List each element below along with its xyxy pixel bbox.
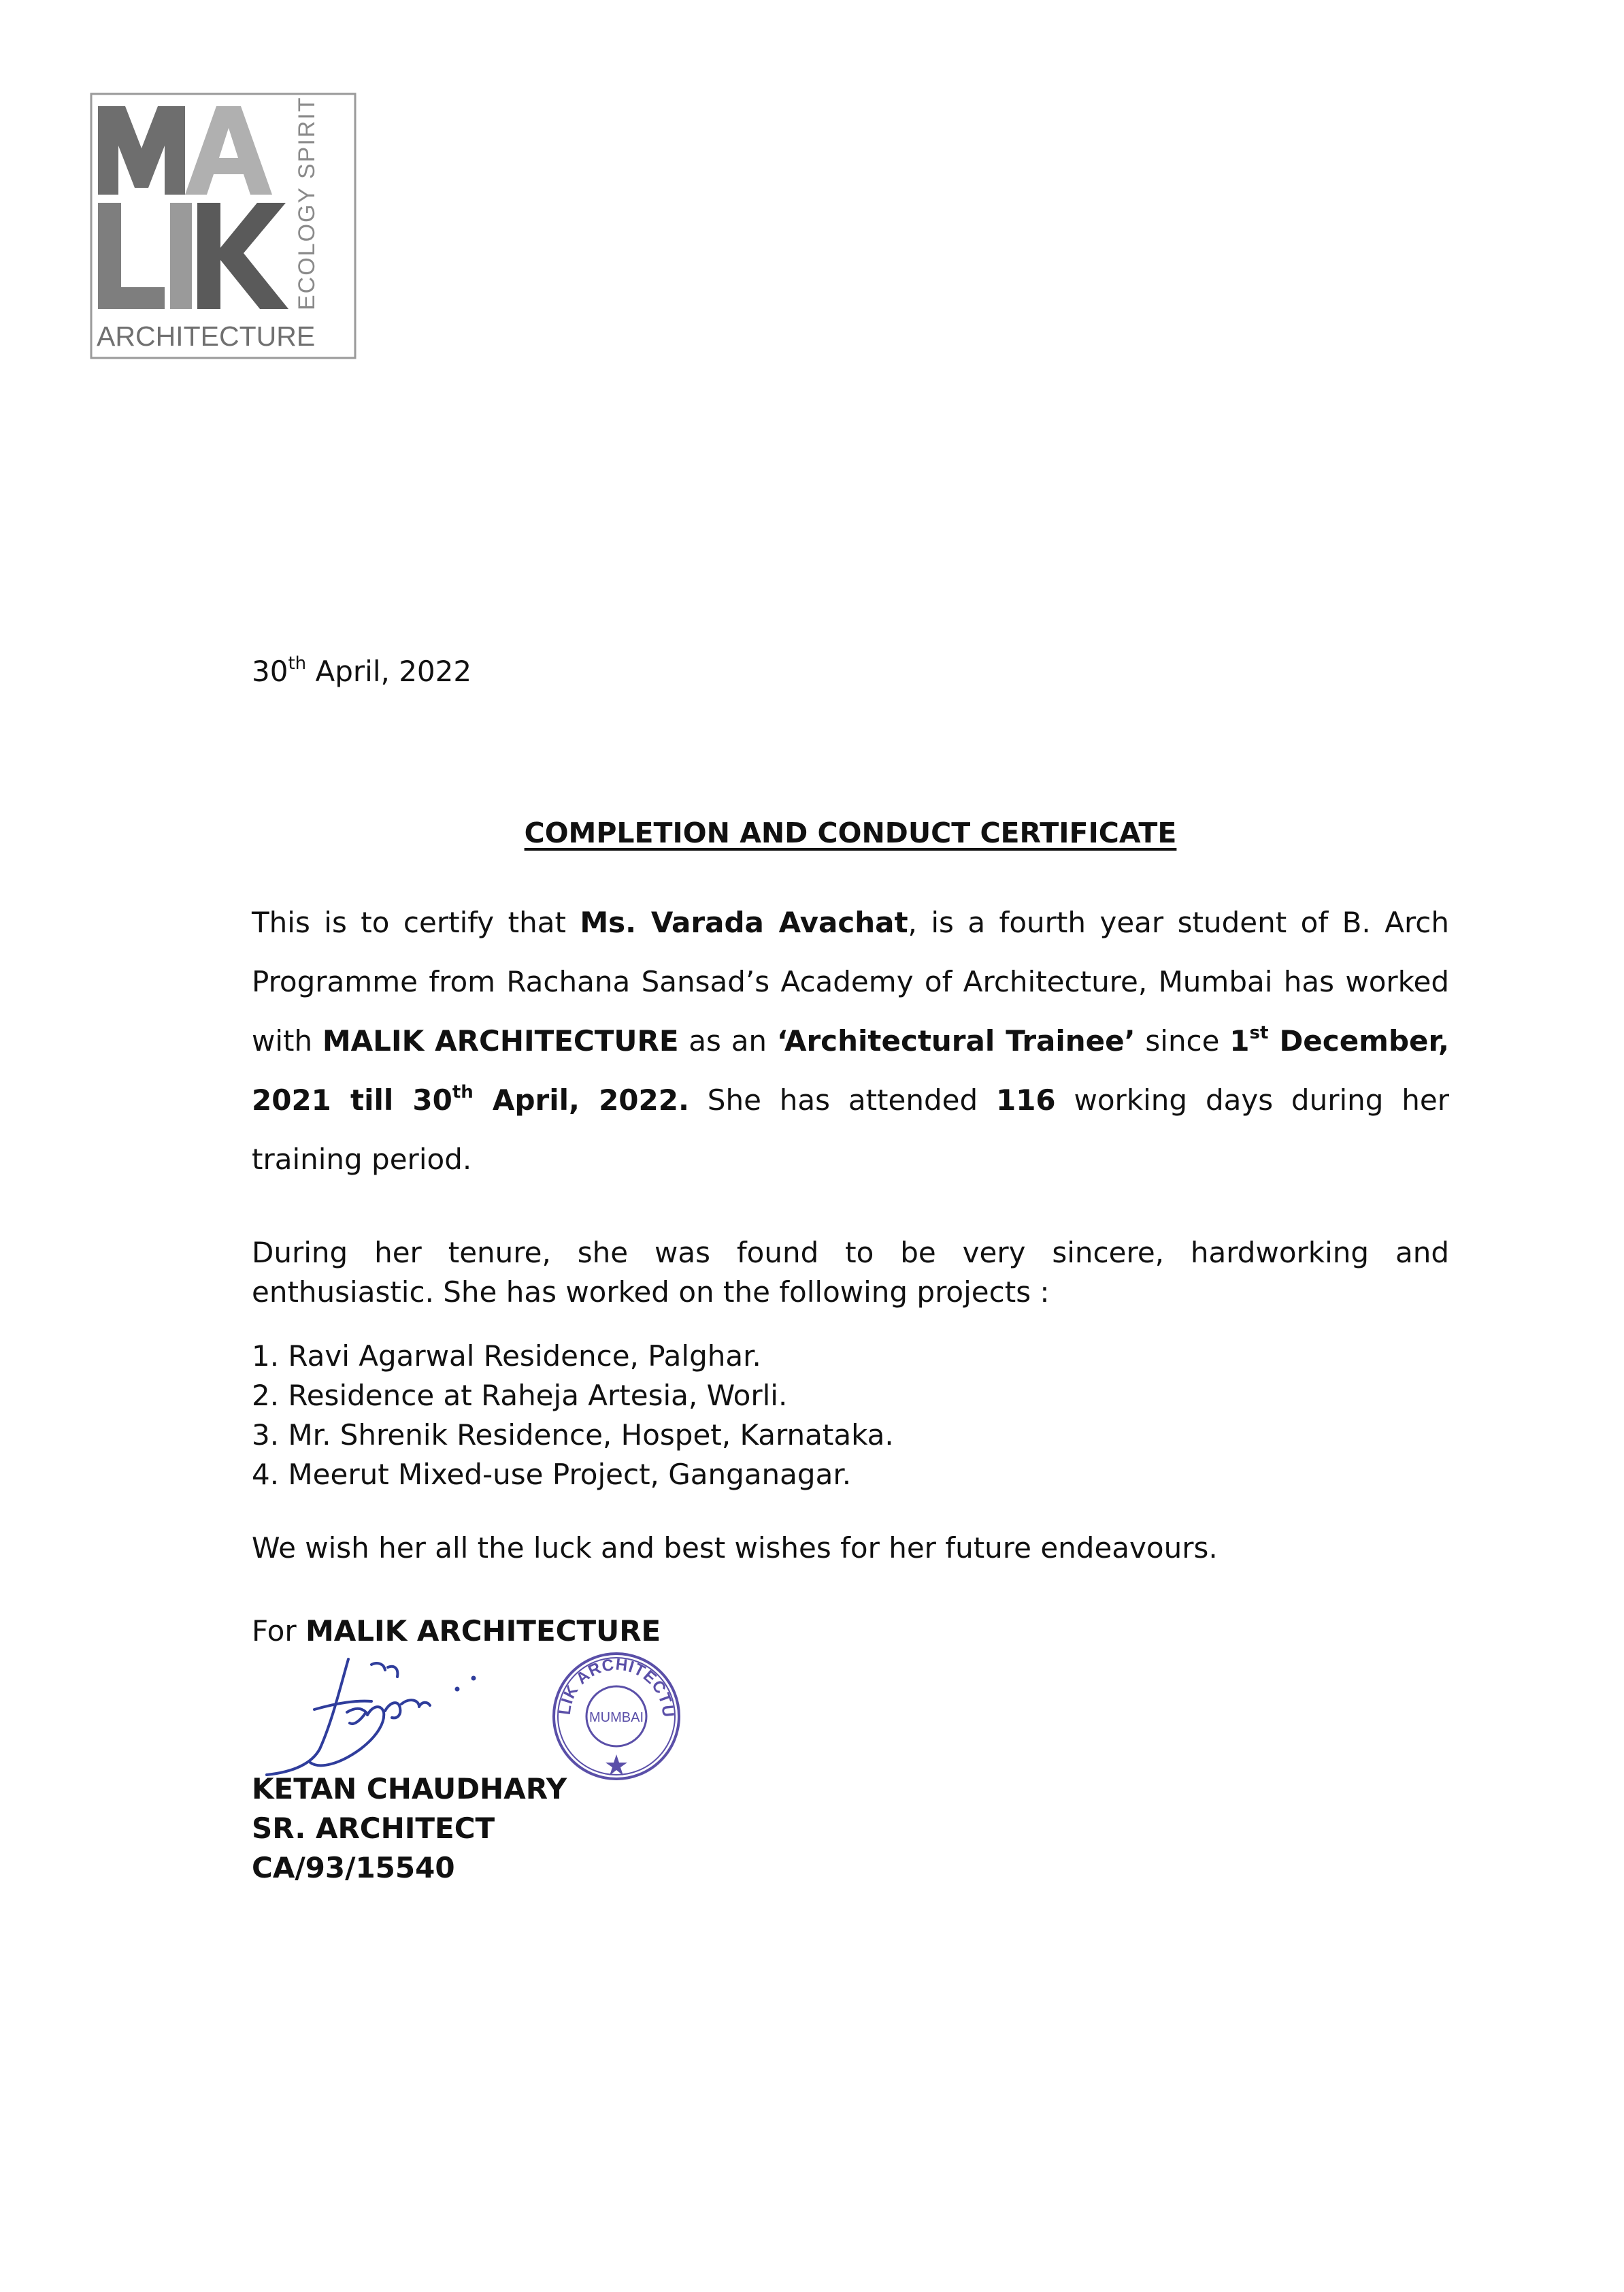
list-item: 2. Residence at Raheja Artesia, Worli.: [252, 1379, 788, 1412]
firm-name: MALIK ARCHITECTURE: [322, 1024, 679, 1058]
certificate-body-paragraph: This is to certify that Ms. Varada Avachat, is a fourth year student of B. Arch Programme from Rachana Sansad’s Academy of Architecture, Mumbai has worked with MALIK ARCHITECTURE as an ‘Architectural Trainee’ since 1st December, 2021 till 30th April, 2022. She has attended 116 working days during her training period.: [252, 906, 1450, 1176]
logo-word-text: ARCHITECTURE: [97, 321, 316, 352]
conduct-paragraph: During her tenure, she was found to be very sincere, hardworking and enthusiastic. She has worked on the following projects :: [252, 1236, 1449, 1309]
seal-center-text: MUMBAI: [589, 1710, 644, 1725]
signatory-name: KETAN CHAUDHARY: [252, 1772, 567, 1805]
signatory-registration: CA/93/15540: [252, 1851, 455, 1884]
list-item: 4. Meerut Mixed-use Project, Ganganagar.: [252, 1458, 852, 1491]
role-title: ‘Architectural Trainee’: [776, 1024, 1136, 1058]
signatory-block: [252, 1769, 567, 1888]
seal-ring-text: LIK ARCHITECTU: [555, 1655, 678, 1719]
sign-off-line: For MALIK ARCHITECTURE: [252, 1614, 661, 1648]
list-item: 1. Ravi Agarwal Residence, Palghar.: [252, 1339, 761, 1373]
list-item: 3. Mr. Shrenik Residence, Hospet, Karnataka.: [252, 1418, 894, 1452]
student-name: Ms. Varada Avachat: [580, 906, 908, 939]
certificate-title: COMPLETION AND CONDUCT CERTIFICATE: [524, 817, 1177, 849]
projects-list: [252, 1337, 894, 1494]
letter-date: 30th April, 2022: [252, 653, 472, 688]
logo-side-text: ECOLOGY SPIRIT: [294, 96, 320, 310]
signature-image: [252, 1647, 510, 1783]
training-period: 1st December, 2021 till 30th April, 2022.: [252, 1023, 1449, 1117]
star-icon: [606, 1754, 627, 1775]
company-logo: [90, 93, 357, 359]
company-seal: [550, 1650, 683, 1783]
working-days: 116: [995, 1083, 1056, 1117]
svg-text:MALIK ARCHITECTURE: [550, 1650, 677, 1718]
closing-line: We wish her all the luck and best wishes for her future endeavours.: [252, 1531, 1218, 1565]
signatory-designation: SR. ARCHITECT: [252, 1812, 495, 1845]
